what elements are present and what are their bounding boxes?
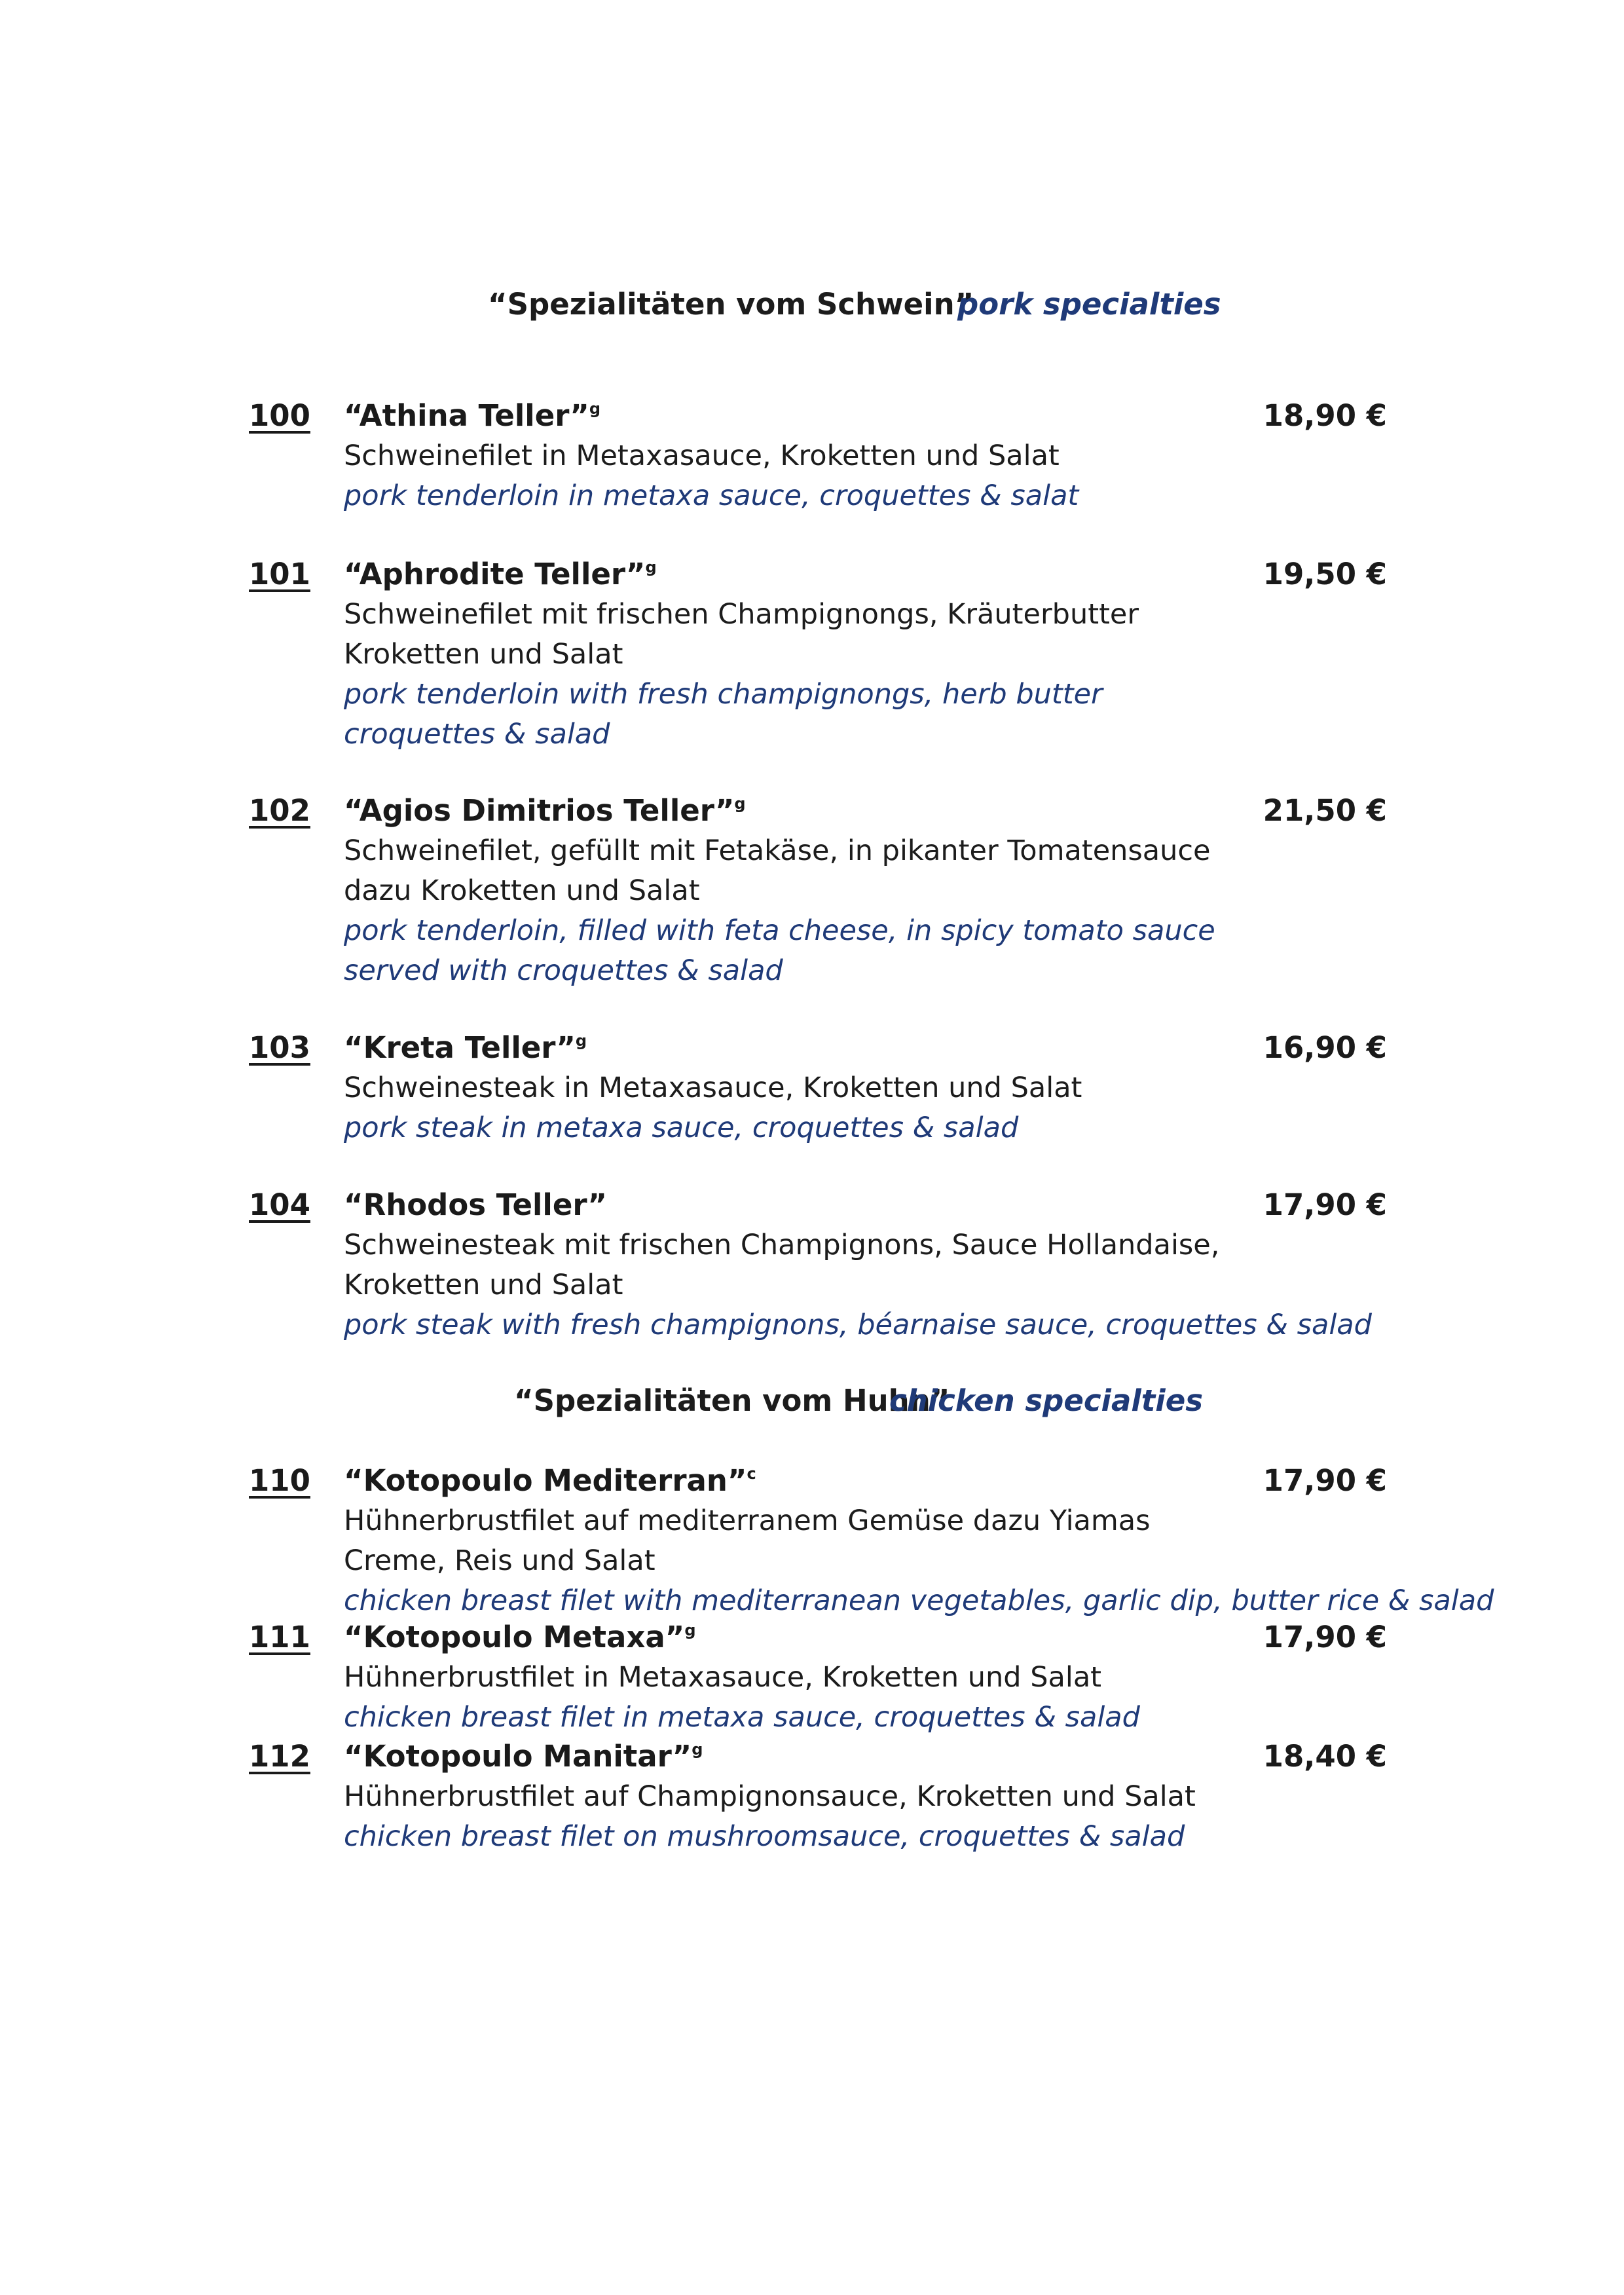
item-description — [344, 1225, 1444, 1345]
item-number: 101 — [249, 557, 310, 591]
item-description — [344, 1658, 1444, 1738]
description-de: Hühnerbrustfilet auf Champignonsauce, Kroketten und Salat — [344, 1780, 1196, 1813]
item-name: “Athina Teller”$^g$ — [344, 398, 601, 433]
description-de: Schweinefilet, gefüllt mit Fetakäse, in pikanter Tomatensauce — [344, 834, 1211, 867]
section-title-de: “Spezialitäten vom Huhn” — [514, 1383, 950, 1418]
description-de: Schweinefilet in Metaxasauce, Kroketten und Salat — [344, 439, 1060, 472]
description-en: pork tenderloin, filled with feta cheese, in spicy tomato sauce — [344, 914, 1215, 947]
item-description — [344, 595, 1444, 755]
item-price: 16,90 € — [1263, 1030, 1387, 1065]
description-de: Schweinesteak in Metaxasauce, Kroketten und Salat — [344, 1072, 1082, 1104]
allergen-mark: c — [747, 1465, 756, 1483]
description-en: pork tenderloin in metaxa sauce, croquettes & salat — [344, 479, 1079, 512]
description-en: croquettes & salad — [344, 718, 610, 751]
item-description — [344, 831, 1444, 991]
allergen-mark: g — [692, 1740, 703, 1759]
item-description — [344, 1501, 1494, 1621]
description-de: Schweinesteak mit frischen Champignons, Sauce Hollandaise, — [344, 1229, 1220, 1261]
item-number: 111 — [249, 1620, 310, 1654]
item-number: 102 — [249, 793, 310, 828]
item-price: 21,50 € — [1263, 793, 1387, 828]
allergen-mark: g — [645, 558, 657, 576]
section-title-de: “Spezialitäten vom Schwein” — [488, 287, 974, 322]
item-description — [344, 1068, 1444, 1148]
description-en: served with croquettes & salad — [344, 954, 783, 987]
description-en: pork steak with fresh champignons, béarnaise sauce, croquettes & salad — [344, 1309, 1372, 1341]
description-de: Kroketten und Salat — [344, 638, 623, 671]
item-name: “Agios Dimitrios Teller”$^g$ — [344, 793, 746, 828]
item-name: “Kreta Teller”$^g$ — [344, 1030, 587, 1065]
allergen-mark: g — [589, 400, 601, 418]
item-price: 17,90 € — [1263, 1463, 1387, 1498]
allergen-mark: g — [684, 1621, 696, 1639]
item-number: 100 — [249, 398, 310, 433]
description-de: Kroketten und Salat — [344, 1269, 623, 1301]
item-description — [344, 436, 1444, 516]
item-name: “Kotopoulo Mediterran”$^c$ — [344, 1463, 756, 1498]
item-price: 19,50 € — [1263, 557, 1387, 591]
description-en: chicken breast filet with mediterranean vegetables, garlic dip, butter rice & salad — [344, 1584, 1494, 1617]
item-number: 104 — [249, 1187, 310, 1222]
description-en: pork tenderloin with fresh champignongs, herb butter — [344, 678, 1103, 711]
item-description — [344, 1777, 1444, 1857]
description-de: Hühnerbrustfilet in Metaxasauce, Kroketten und Salat — [344, 1661, 1102, 1694]
item-price: 18,40 € — [1263, 1739, 1387, 1774]
item-name: “Aphrodite Teller”$^g$ — [344, 557, 657, 591]
section-title-en: chicken specialties — [889, 1383, 1204, 1418]
description-de: Hühnerbrustfilet auf mediterranem Gemüse dazu Yiamas — [344, 1504, 1151, 1537]
item-number: 103 — [249, 1030, 310, 1065]
section-title-en: pork specialties — [957, 287, 1221, 322]
item-name: “Kotopoulo Manitar”$^g$ — [344, 1739, 703, 1774]
item-name: “Kotopoulo Metaxa”$^g$ — [344, 1620, 696, 1654]
description-de: Schweinefilet mit frischen Champignongs, Kräuterbutter — [344, 598, 1139, 631]
allergen-mark: g — [734, 794, 746, 813]
allergen-mark: g — [575, 1032, 587, 1050]
description-en: pork steak in metaxa sauce, croquettes & salad — [344, 1111, 1019, 1144]
description-de: dazu Kroketten und Salat — [344, 874, 700, 907]
item-number: 110 — [249, 1463, 310, 1498]
description-en: chicken breast filet on mushroomsauce, croquettes & salad — [344, 1820, 1185, 1853]
description-de: Creme, Reis und Salat — [344, 1544, 655, 1577]
item-price: 17,90 € — [1263, 1187, 1387, 1222]
item-price: 17,90 € — [1263, 1620, 1387, 1654]
item-number: 112 — [249, 1739, 310, 1774]
item-price: 18,90 € — [1263, 398, 1387, 433]
description-en: chicken breast filet in metaxa sauce, croquettes & salad — [344, 1701, 1140, 1734]
item-name: “Rhodos Teller” — [344, 1187, 607, 1222]
